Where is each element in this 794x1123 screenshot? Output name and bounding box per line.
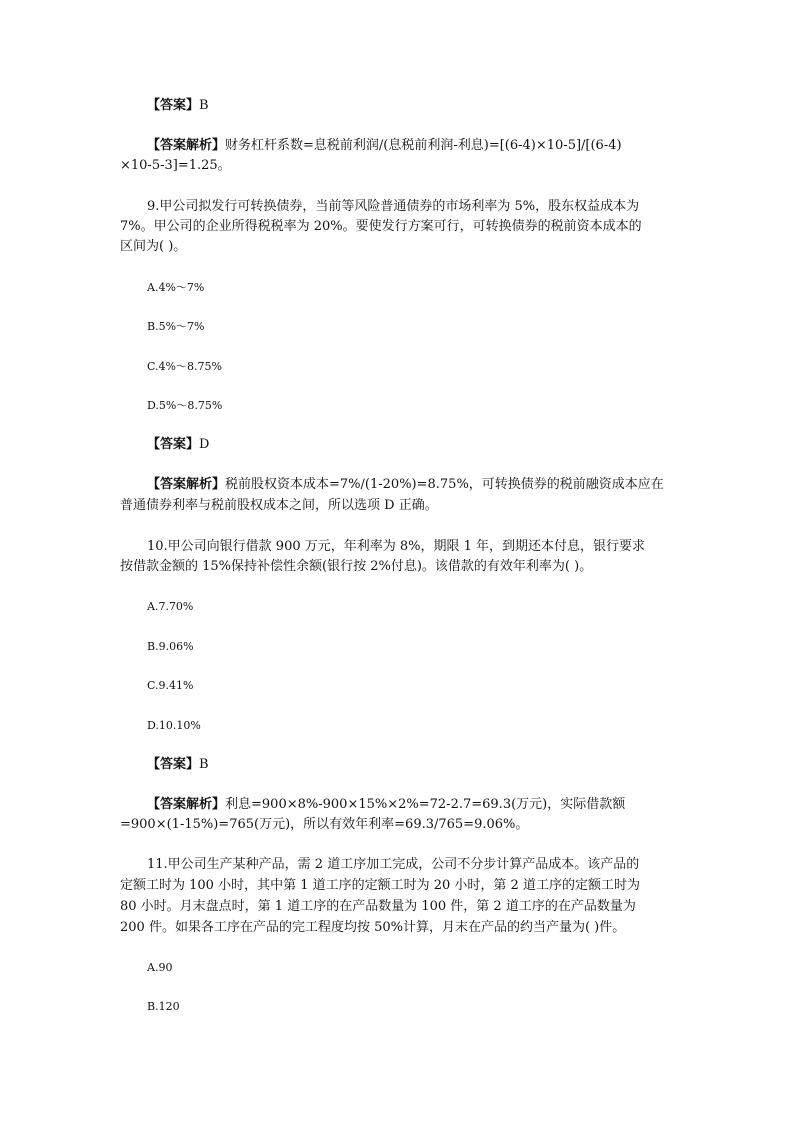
option-a: A.4%～7% [147, 281, 205, 294]
answer-label: 【答案】 [147, 757, 200, 772]
analysis-label: 【答案解析】 [147, 477, 226, 492]
question-11-text: 定额工时为 100 小时，其中第 1 道工序的定额工时为 20 小时，第 2 道工序的定额工时为 [120, 878, 640, 893]
answer-line [147, 755, 209, 775]
answer-value: B [199, 98, 209, 113]
option-a: A.90 [147, 961, 173, 974]
answer-value: B [199, 757, 209, 772]
question-9-text: 7%。甲公司的企业所得税税率为 20%。要使发行方案可行，可转换债券的税前资本成本的 [120, 219, 642, 234]
question-9-text: 9.甲公司拟发行可转换债券，当前等风险普通债券的市场利率为 5%，股东权益成本为 [147, 199, 640, 214]
analysis-line [147, 475, 664, 495]
option-b: B.120 [147, 1000, 180, 1013]
option-d: D.10.10% [147, 719, 201, 732]
answer-label: 【答案】 [147, 98, 200, 113]
analysis-line [147, 136, 622, 156]
answer-value: D [199, 437, 210, 452]
option-d: D.5%～8.75% [147, 399, 223, 412]
analysis-text-continued: ×10-5-3]=1.25。 [120, 158, 231, 173]
option-c: C.9.41% [147, 679, 194, 692]
question-9-text: 区间为( )。 [120, 239, 187, 254]
analysis-text: 财务杠杆系数=息税前利润/(息税前利润-利息)=[(6-4)×10-5]/[(6-4) [225, 138, 622, 153]
analysis-label: 【答案解析】 [147, 797, 226, 812]
question-10-text: 按借款金额的 15%保持补偿性余额(银行按 2%付息)。该借款的有效年利率为( )。 [120, 559, 593, 574]
analysis-text: 利息=900×8%-900×15%×2%=72-2.7=69.3(万元)，实际借款额 [225, 797, 626, 812]
question-11-text: 80 小时。月末盘点时，第 1 道工序的在产品数量为 100 件，第 2 道工序的在产品数量为 [120, 899, 636, 914]
answer-line [147, 96, 209, 116]
answer-line [147, 435, 209, 455]
analysis-text: 税前股权资本成本=7%/(1-20%)=8.75%，可转换债券的税前融资成本应在 [225, 477, 664, 492]
analysis-line [147, 795, 625, 815]
option-c: C.4%～8.75% [147, 360, 222, 373]
option-b: B.5%～7% [147, 320, 205, 333]
question-11-text: 200 件。如果各工序在产品的完工程度均按 50%计算，月末在产品的约当产量为( )件。 [120, 920, 626, 935]
analysis-label: 【答案解析】 [147, 138, 226, 153]
option-b: B.9.06% [147, 640, 194, 653]
question-10-text: 10.甲公司向银行借款 900 万元，年利率为 8%，期限 1 年，到期还本付息，银行要求 [147, 539, 646, 554]
analysis-text-continued: 普通债券利率与税前股权成本之间，所以选项 D 正确。 [120, 498, 438, 513]
analysis-text-continued: =900×(1-15%)=765(万元)，所以有效年利率=69.3/765=9.06%。 [120, 817, 529, 832]
option-a: A.7.70% [147, 600, 194, 613]
answer-label: 【答案】 [147, 437, 200, 452]
question-11-text: 11.甲公司生产某种产品，需 2 道工序加工完成，公司不分步计算产品成本。该产品的 [147, 857, 640, 872]
